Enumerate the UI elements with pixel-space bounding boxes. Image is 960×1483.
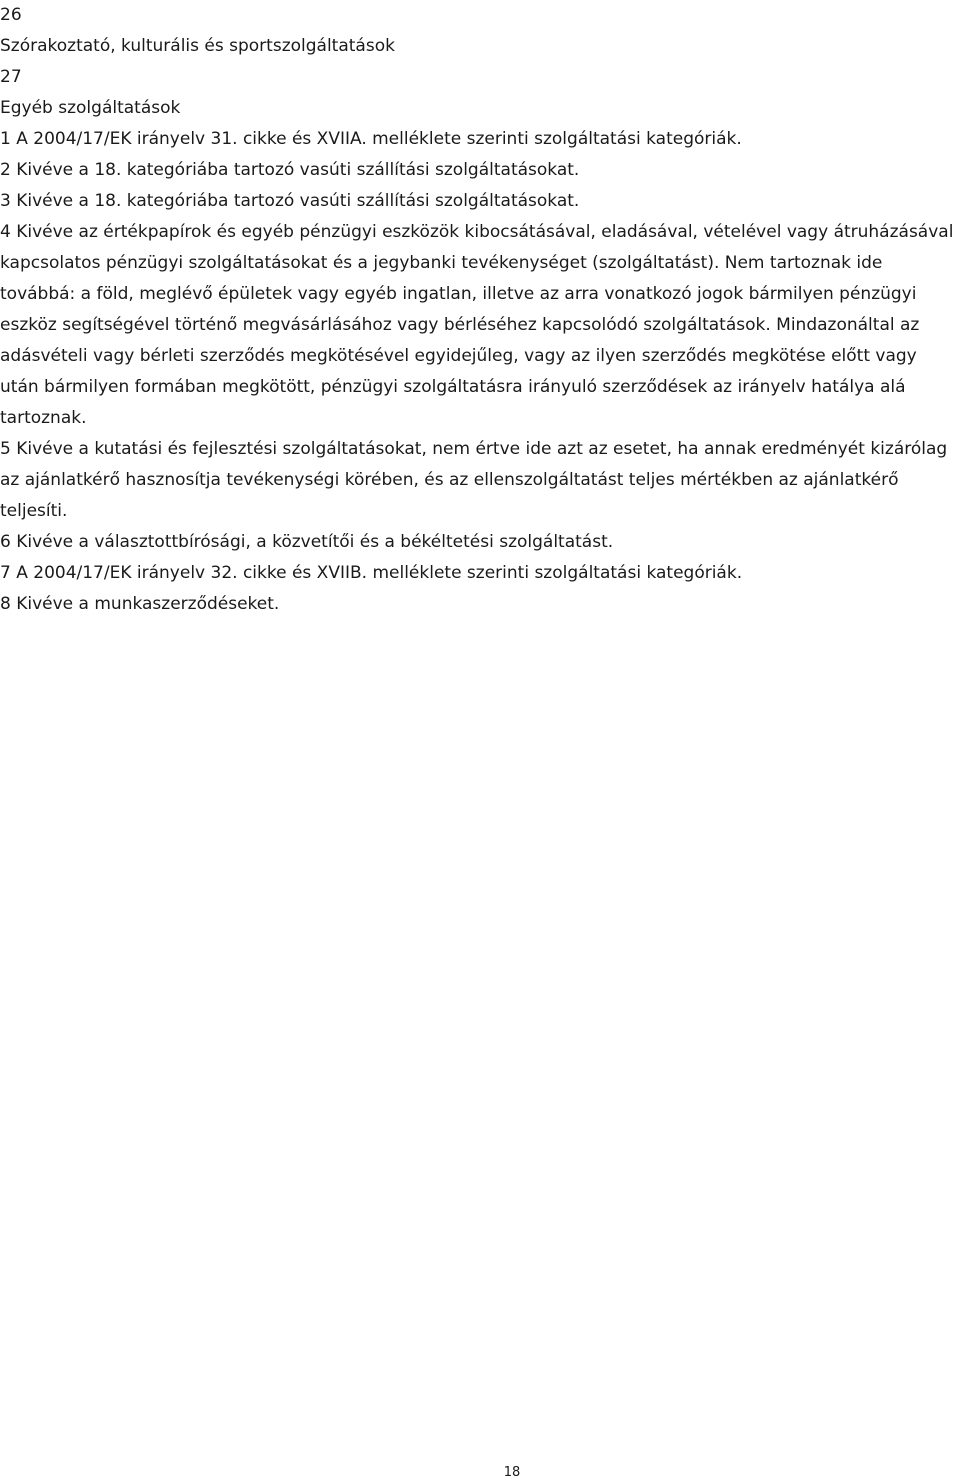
category-name-27: Egyéb szolgáltatások xyxy=(0,98,181,118)
footnote-6: 6 Kivéve a választottbírósági, a közvetítői és a békéltetési szolgáltatást. xyxy=(0,532,614,552)
footnote-1: 1 A 2004/17/EK irányelv 31. cikke és XVIIA. melléklete szerinti szolgáltatási kategóriák. xyxy=(0,129,742,149)
footnote-4: 4 Kivéve az értékpapírok és egyéb pénzügyi eszközök kibocsátásával, eladásával, vételével vagy átruházásával kapcsolatos pénzügyi szolgáltatásokat és a jegybanki tevékenységet (szolgáltatást). Nem tartoznak ide továbbá: a föld, meglévő épületek vagy egyéb ingatlan, illetve az arra vonatkozó jogok bármilyen pénzügyi eszköz segítségével történő megvásárlásához vagy bérléséhez kapcsolódó szolgáltatások. Mindazonáltal az adásvételi vagy bérleti szerződés megkötésével egyidejűleg, vagy az ilyen szerződés megkötése előtt vagy után bármilyen formában megkötött, pénzügyi szolgáltatásra irányuló szerződések az irányelv hatálya alá tartoznak. xyxy=(0,222,954,428)
footnote-3: 3 Kivéve a 18. kategóriába tartozó vasúti szállítási szolgáltatásokat. xyxy=(0,191,580,211)
category-number-26: 26 xyxy=(0,5,22,25)
footnote-7: 7 A 2004/17/EK irányelv 32. cikke és XVIIB. melléklete szerinti szolgáltatási kategóriák. xyxy=(0,563,743,583)
footnote-2: 2 Kivéve a 18. kategóriába tartozó vasúti szállítási szolgáltatásokat. xyxy=(0,160,580,180)
category-number-27: 27 xyxy=(0,67,22,87)
category-name-26: Szórakoztató, kulturális és sportszolgáltatások xyxy=(0,36,395,56)
footnote-5: 5 Kivéve a kutatási és fejlesztési szolgáltatásokat, nem értve ide azt az esetet, ha annak eredményét kizárólag az ajánlatkérő hasznosítja tevékenységi körében, és az ellenszolgáltatást teljes mértékben az ajánlatkérő teljesíti. xyxy=(0,439,948,521)
document-body xyxy=(0,0,958,620)
page-number: 18 xyxy=(503,1465,521,1480)
footnote-8: 8 Kivéve a munkaszerződéseket. xyxy=(0,594,280,614)
